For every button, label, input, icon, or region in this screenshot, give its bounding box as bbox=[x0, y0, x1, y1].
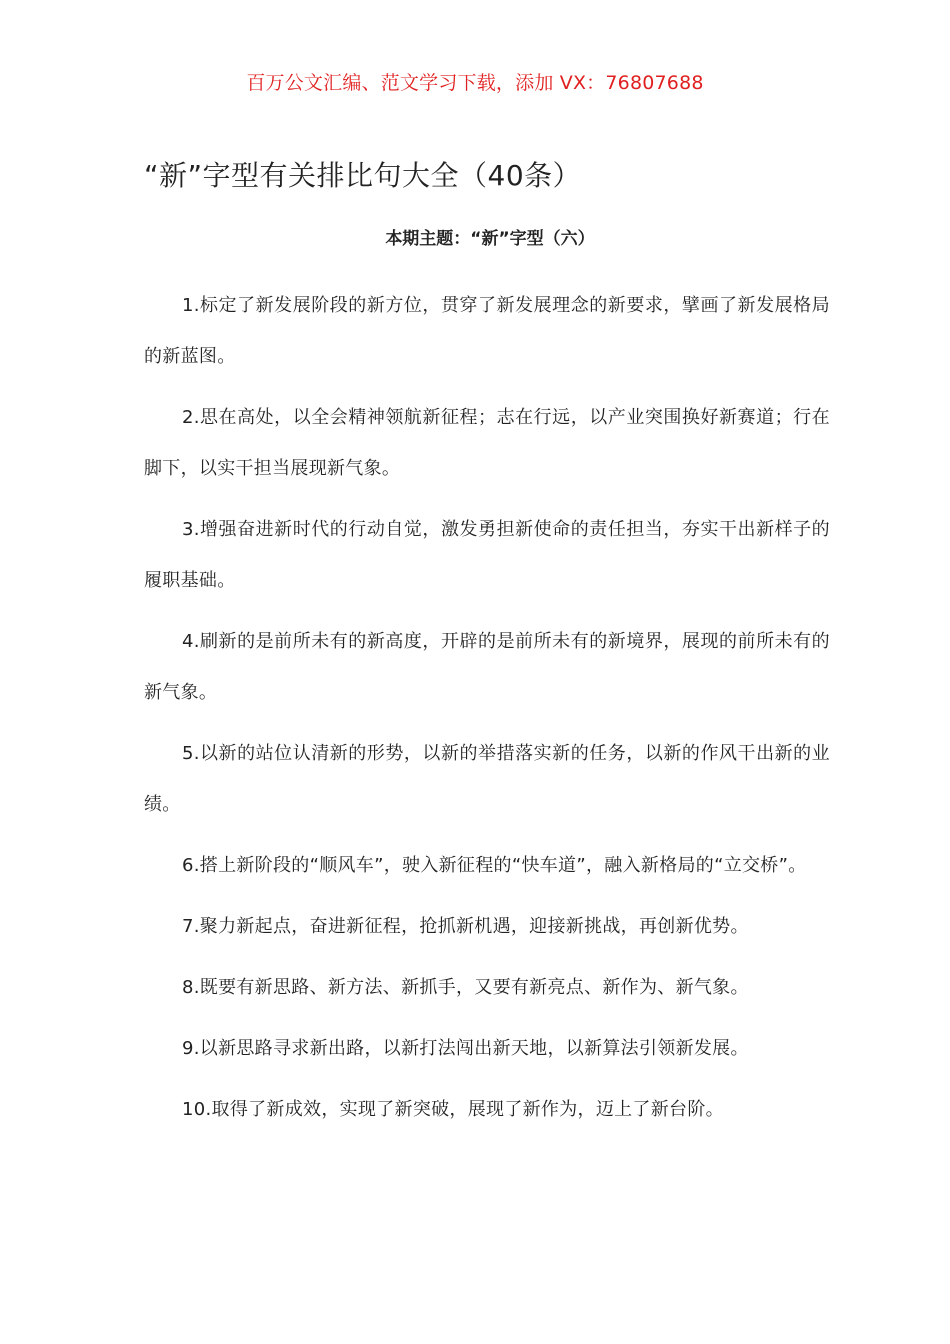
list-item: 7.聚力新起点，奋进新征程，抢抓新机遇，迎接新挑战，再创新优势。 bbox=[182, 916, 749, 937]
document-subtitle: 本期主题：“新”字型（六） bbox=[385, 229, 595, 249]
list-item: 9.以新思路寻求新出路，以新打法闯出新天地，以新算法引领新发展。 bbox=[182, 1038, 749, 1059]
list-item: 3.增强奋进新时代的行动自觉，激发勇担新使命的责任担当，夯实干出新样子的履职基础。 bbox=[144, 519, 830, 591]
list-item: 8.既要有新思路、新方法、新抓手，又要有新亮点、新作为、新气象。 bbox=[182, 977, 749, 998]
list-item: 1.标定了新发展阶段的新方位，贯穿了新发展理念的新要求，擘画了新发展格局的新蓝图。 bbox=[144, 295, 830, 367]
list-item: 6.搭上新阶段的“顺风车”，驶入新征程的“快车道”，融入新格局的“立交桥”。 bbox=[182, 855, 807, 876]
list-item: 4.刷新的是前所未有的新高度，开辟的是前所未有的新境界，展现的前所未有的新气象。 bbox=[144, 631, 830, 703]
list-item: 5.以新的站位认清新的形势，以新的举措落实新的任务，以新的作风干出新的业绩。 bbox=[144, 743, 830, 815]
list-item: 10.取得了新成效，实现了新突破，展现了新作为，迈上了新台阶。 bbox=[182, 1099, 724, 1120]
list-item: 2.思在高处，以全会精神领航新征程；志在行远，以产业突围换好新赛道；行在脚下，以实干担当展现新气象。 bbox=[144, 407, 830, 479]
document-title: “新”字型有关排比句大全（40条） bbox=[144, 159, 582, 192]
promo-banner: 百万公文汇编、范文学习下载，添加 VX：76807688 bbox=[246, 72, 704, 94]
sentence-list bbox=[144, 280, 830, 1145]
